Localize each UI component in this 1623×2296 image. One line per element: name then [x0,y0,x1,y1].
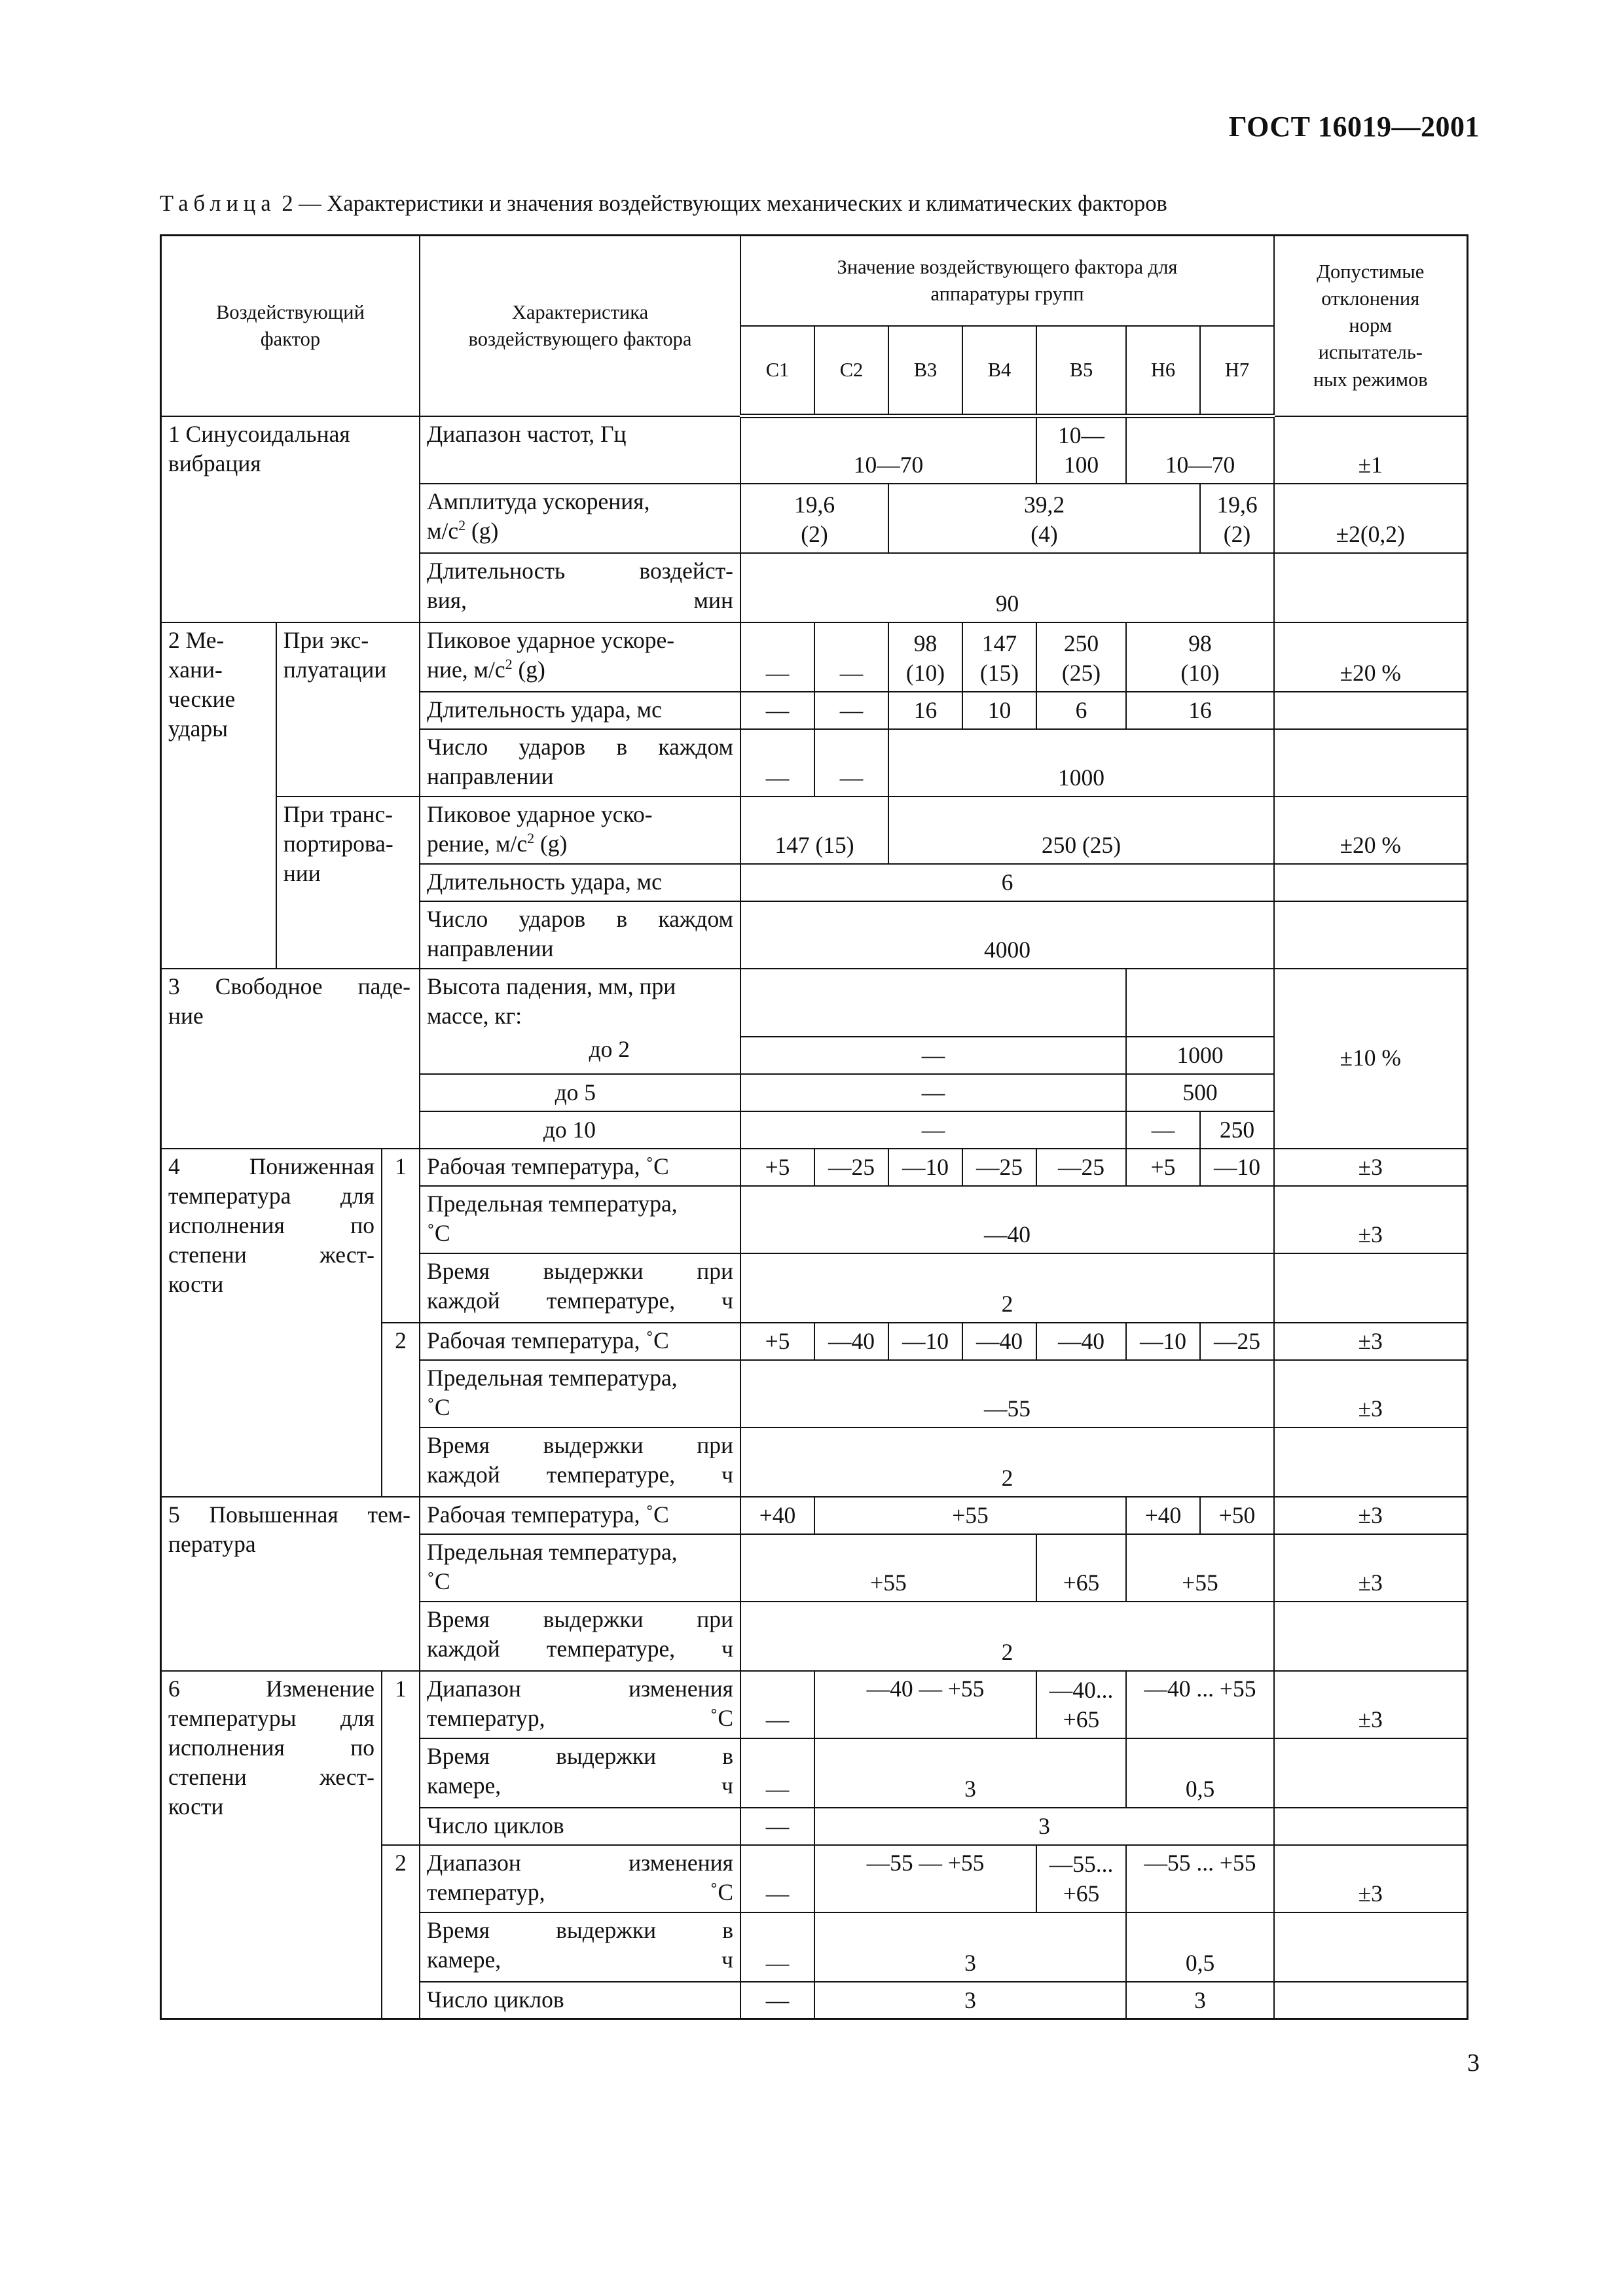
table-row [161,969,1468,1037]
characteristic-cell [420,484,740,553]
characteristic-cell: Предельная температура, ˚С [420,1534,740,1602]
value-cell: 39,2 (4) [888,484,1200,553]
value-cell: 147 (15) [962,622,1036,692]
characteristic-cell: Рабочая температура, ˚С [420,1323,740,1360]
tolerance-cell: ±3 [1274,1360,1467,1427]
value-cell: — [740,1037,1126,1074]
value-cell: — [740,1845,814,1912]
factor-label: 5 Повышенная тем- пература [168,1501,410,1557]
table-row [161,622,1468,692]
value-cell: —10 [1200,1149,1274,1186]
tolerance-cell: ±20 % [1274,622,1467,692]
value-cell: 4000 [740,901,1274,969]
table-caption [160,191,1469,217]
value-cell: —40... +65 [1036,1671,1126,1738]
value-cell: +5 [740,1323,814,1360]
value-cell: —10 [888,1149,962,1186]
value-cell: —55... +65 [1036,1845,1126,1912]
value-cell: 10—70 [1126,416,1274,484]
unit-exponent: 2 [505,655,513,672]
tolerance-cell [1274,1738,1467,1808]
value-cell: +50 [1200,1497,1274,1534]
value-cell: — [740,1671,814,1738]
characteristic-label: Пиковое ударное ускоре- ние, м/с [427,626,675,683]
tolerance-cell [1274,729,1467,797]
document-header: ГОСТ 16019—2001 [1228,111,1480,143]
value-cell: +5 [1126,1149,1200,1186]
tolerance-cell: ±3 [1274,1534,1467,1602]
tolerance-cell [1274,1427,1467,1497]
value-cell: —40 — +55 [814,1671,1036,1738]
tolerance-cell: ±3 [1274,1845,1467,1912]
tolerance-cell [1274,1912,1467,1982]
table-row [161,797,1468,864]
value-cell: —55 [740,1360,1274,1427]
characteristic-cell: Число ударов в каждом направлении [420,729,740,797]
characteristic-cell [420,797,740,864]
value-cell: —40 [962,1323,1036,1360]
value-cell: —25 [1200,1323,1274,1360]
unit-exponent: 2 [527,829,535,846]
value-cell: — [740,1982,814,2019]
characteristic-cell: Время выдержки в камере, ч [420,1912,740,1982]
value-cell [740,969,1126,1037]
factor-cell: 2 Ме- хани- ческие удары [161,622,276,969]
value-cell: — [740,1738,814,1808]
table-row [161,416,1468,484]
value-cell: 2 [740,1253,1274,1323]
value-cell: 250 [1200,1111,1274,1149]
mass-label-cell: до 5 [420,1074,740,1111]
value-cell: 3 [814,1982,1126,2019]
tolerance-cell [1274,1253,1467,1323]
tolerance-cell: ±3 [1274,1497,1467,1534]
value-cell: +40 [1126,1497,1200,1534]
caption-text: 2 — Характеристики и значения воздействующих механических и климатических факторов [276,191,1167,216]
value-cell: —10 [888,1323,962,1360]
factor-label: 3 Свободное паде- ние [168,973,410,1029]
unit-suffix: (g) [465,517,499,544]
factor-label: 4 Пониженная температура для исполнения по степени жест- кости [168,1153,374,1297]
value-cell: 0,5 [1126,1912,1274,1982]
factor-label: 1 Синусоидальная вибрация [168,420,350,476]
value-cell: 98 (10) [1126,622,1274,692]
mass-label-cell: до 10 [420,1111,740,1149]
value-cell: 3 [814,1912,1126,1982]
table-row [161,1149,1468,1186]
characteristic-cell: Предельная температура, ˚С [420,1360,740,1427]
factor-cell [161,1149,382,1497]
value-cell: 10 [962,692,1036,729]
value-cell: 500 [1126,1074,1274,1111]
value-cell: +55 [1126,1534,1274,1602]
characteristic-label: Пиковое ударное уско- рение, м/с [427,800,653,857]
value-cell: +55 [814,1497,1126,1534]
value-cell: 1000 [1126,1037,1274,1074]
value-cell: +55 [740,1534,1036,1602]
group-header: Н7 [1200,326,1274,416]
characteristic-cell: Длительность воздейст- вия, мин [420,553,740,622]
table-row [161,1497,1468,1534]
value-cell: — [1126,1111,1200,1149]
characteristic-cell: Время выдержки при каждой температуре, ч [420,1427,740,1497]
tolerance-cell [1274,692,1467,729]
value-cell: 1000 [888,729,1274,797]
table-row [161,1671,1468,1738]
header-row [161,236,1468,326]
characteristic-cell: Диапазон изменения температур, ˚С [420,1671,740,1738]
value-cell: 3 [814,1738,1126,1808]
value-cell: —40 [740,1186,1274,1253]
characteristic-cell: Диапазон частот, Гц [420,416,740,484]
value-cell: — [740,729,814,797]
page-number: 3 [1467,2049,1480,2077]
characteristic-cell: Время выдержки в камере, ч [420,1738,740,1808]
tolerance-cell: ±3 [1274,1149,1467,1186]
value-cell: —40 [814,1323,888,1360]
value-cell: +5 [740,1149,814,1186]
severity-degree: 1 [382,1671,420,1845]
value-cell: — [814,622,888,692]
tolerance-cell [1274,553,1467,622]
value-cell: —40 [1036,1323,1126,1360]
severity-degree: 2 [382,1323,420,1497]
unit-exponent: 2 [458,516,466,533]
characteristic-cell: Диапазон изменения температур, ˚С [420,1845,740,1912]
mass-label: до 2 [589,1035,630,1062]
value-cell: —25 [814,1149,888,1186]
characteristic-cell: Предельная температура, ˚С [420,1186,740,1253]
characteristic-cell [420,969,740,1074]
caption-word: Таблица [160,191,276,216]
unit-suffix: (g) [512,656,545,683]
value-cell: —10 [1126,1323,1200,1360]
characteristic-cell: Рабочая температура, ˚С [420,1149,740,1186]
condition-cell: При транс- портирова- нии [276,797,420,969]
value-cell: 2 [740,1427,1274,1497]
value-cell: — [740,1808,814,1845]
factor-cell [161,969,420,1149]
value-cell: 90 [740,553,1274,622]
tolerance-cell [1274,1982,1467,2019]
characteristic-cell: Длительность удара, мс [420,692,740,729]
tolerance-cell: ±3 [1274,1323,1467,1360]
group-header: С2 [814,326,888,416]
value-cell: 3 [1126,1982,1274,2019]
value-cell: 6 [740,864,1274,901]
value-cell: +40 [740,1497,814,1534]
value-cell: 16 [1126,692,1274,729]
value-cell: 19,6 (2) [740,484,888,553]
tolerance-cell: ±3 [1274,1186,1467,1253]
value-cell: 98 (10) [888,622,962,692]
value-cell: —25 [962,1149,1036,1186]
value-cell: 147 (15) [740,797,888,864]
header-characteristic: Характеристика воздействующего фактора [420,236,740,416]
value-cell: 10—70 [740,416,1036,484]
severity-degree: 2 [382,1845,420,2019]
value-cell: —55 — +55 [814,1845,1036,1912]
tolerance-cell [1274,1808,1467,1845]
value-cell: —25 [1036,1149,1126,1186]
characteristic-cell: Число циклов [420,1808,740,1845]
value-cell: 16 [888,692,962,729]
header-factor: Воздействующий фактор [161,236,420,416]
value-cell: 6 [1036,692,1126,729]
characteristic-cell: Время выдержки при каждой температуре, ч [420,1253,740,1323]
characteristic-cell: Рабочая температура, ˚С [420,1497,740,1534]
value-cell: +65 [1036,1534,1126,1602]
factor-cell [161,1671,382,2019]
value-cell: 250 (25) [888,797,1274,864]
value-cell: 0,5 [1126,1738,1274,1808]
header-tolerance: Допустимые отклонения норм испытатель- ных режимов [1274,236,1467,416]
group-header: В4 [962,326,1036,416]
tolerance-cell: ±1 [1274,416,1467,484]
condition-cell: При экс- плуатации [276,622,420,797]
value-cell: — [814,729,888,797]
group-header: Н6 [1126,326,1200,416]
value-cell: — [814,692,888,729]
severity-degree: 1 [382,1149,420,1323]
value-cell: — [740,622,814,692]
characteristic-cell: Длительность удара, мс [420,864,740,901]
group-header: В3 [888,326,962,416]
factor-label: 6 Изменение температуры для исполнения по степени жест- кости [168,1675,374,1820]
factors-table [160,234,1468,2020]
value-cell: 10— 100 [1036,416,1126,484]
tolerance-cell: ±2(0,2) [1274,484,1467,553]
value-cell: 2 [740,1602,1274,1671]
unit-suffix: (g) [534,830,568,857]
tolerance-cell [1274,901,1467,969]
characteristic-cell: Число ударов в каждом направлении [420,901,740,969]
factor-cell [161,416,420,622]
tolerance-cell: ±20 % [1274,797,1467,864]
value-cell: 19,6 (2) [1200,484,1274,553]
characteristic-cell: Время выдержки при каждой температуре, ч [420,1602,740,1671]
value-cell: — [740,1074,1126,1111]
factor-cell [161,1497,420,1671]
value-cell: 3 [814,1808,1274,1845]
value-cell [1126,969,1274,1037]
group-header: В5 [1036,326,1126,416]
group-header: С1 [740,326,814,416]
characteristic-cell: Число циклов [420,1982,740,2019]
characteristic-label: Амплитуда ускорения, м/с [427,488,650,544]
tolerance-cell: ±10 % [1274,969,1467,1149]
value-cell: — [740,1912,814,1982]
characteristic-label: Высота падения, мм, при массе, кг: [427,973,676,1029]
header-value-group: Значение воздействующего фактора для аппаратуры групп [740,236,1274,326]
value-cell: —40 ... +55 [1126,1671,1274,1738]
value-cell: — [740,1111,1126,1149]
value-cell: — [740,692,814,729]
characteristic-cell [420,622,740,692]
value-cell: —55 ... +55 [1126,1845,1274,1912]
value-cell: 250 (25) [1036,622,1126,692]
tolerance-cell [1274,864,1467,901]
tolerance-cell [1274,1602,1467,1671]
tolerance-cell: ±3 [1274,1671,1467,1738]
